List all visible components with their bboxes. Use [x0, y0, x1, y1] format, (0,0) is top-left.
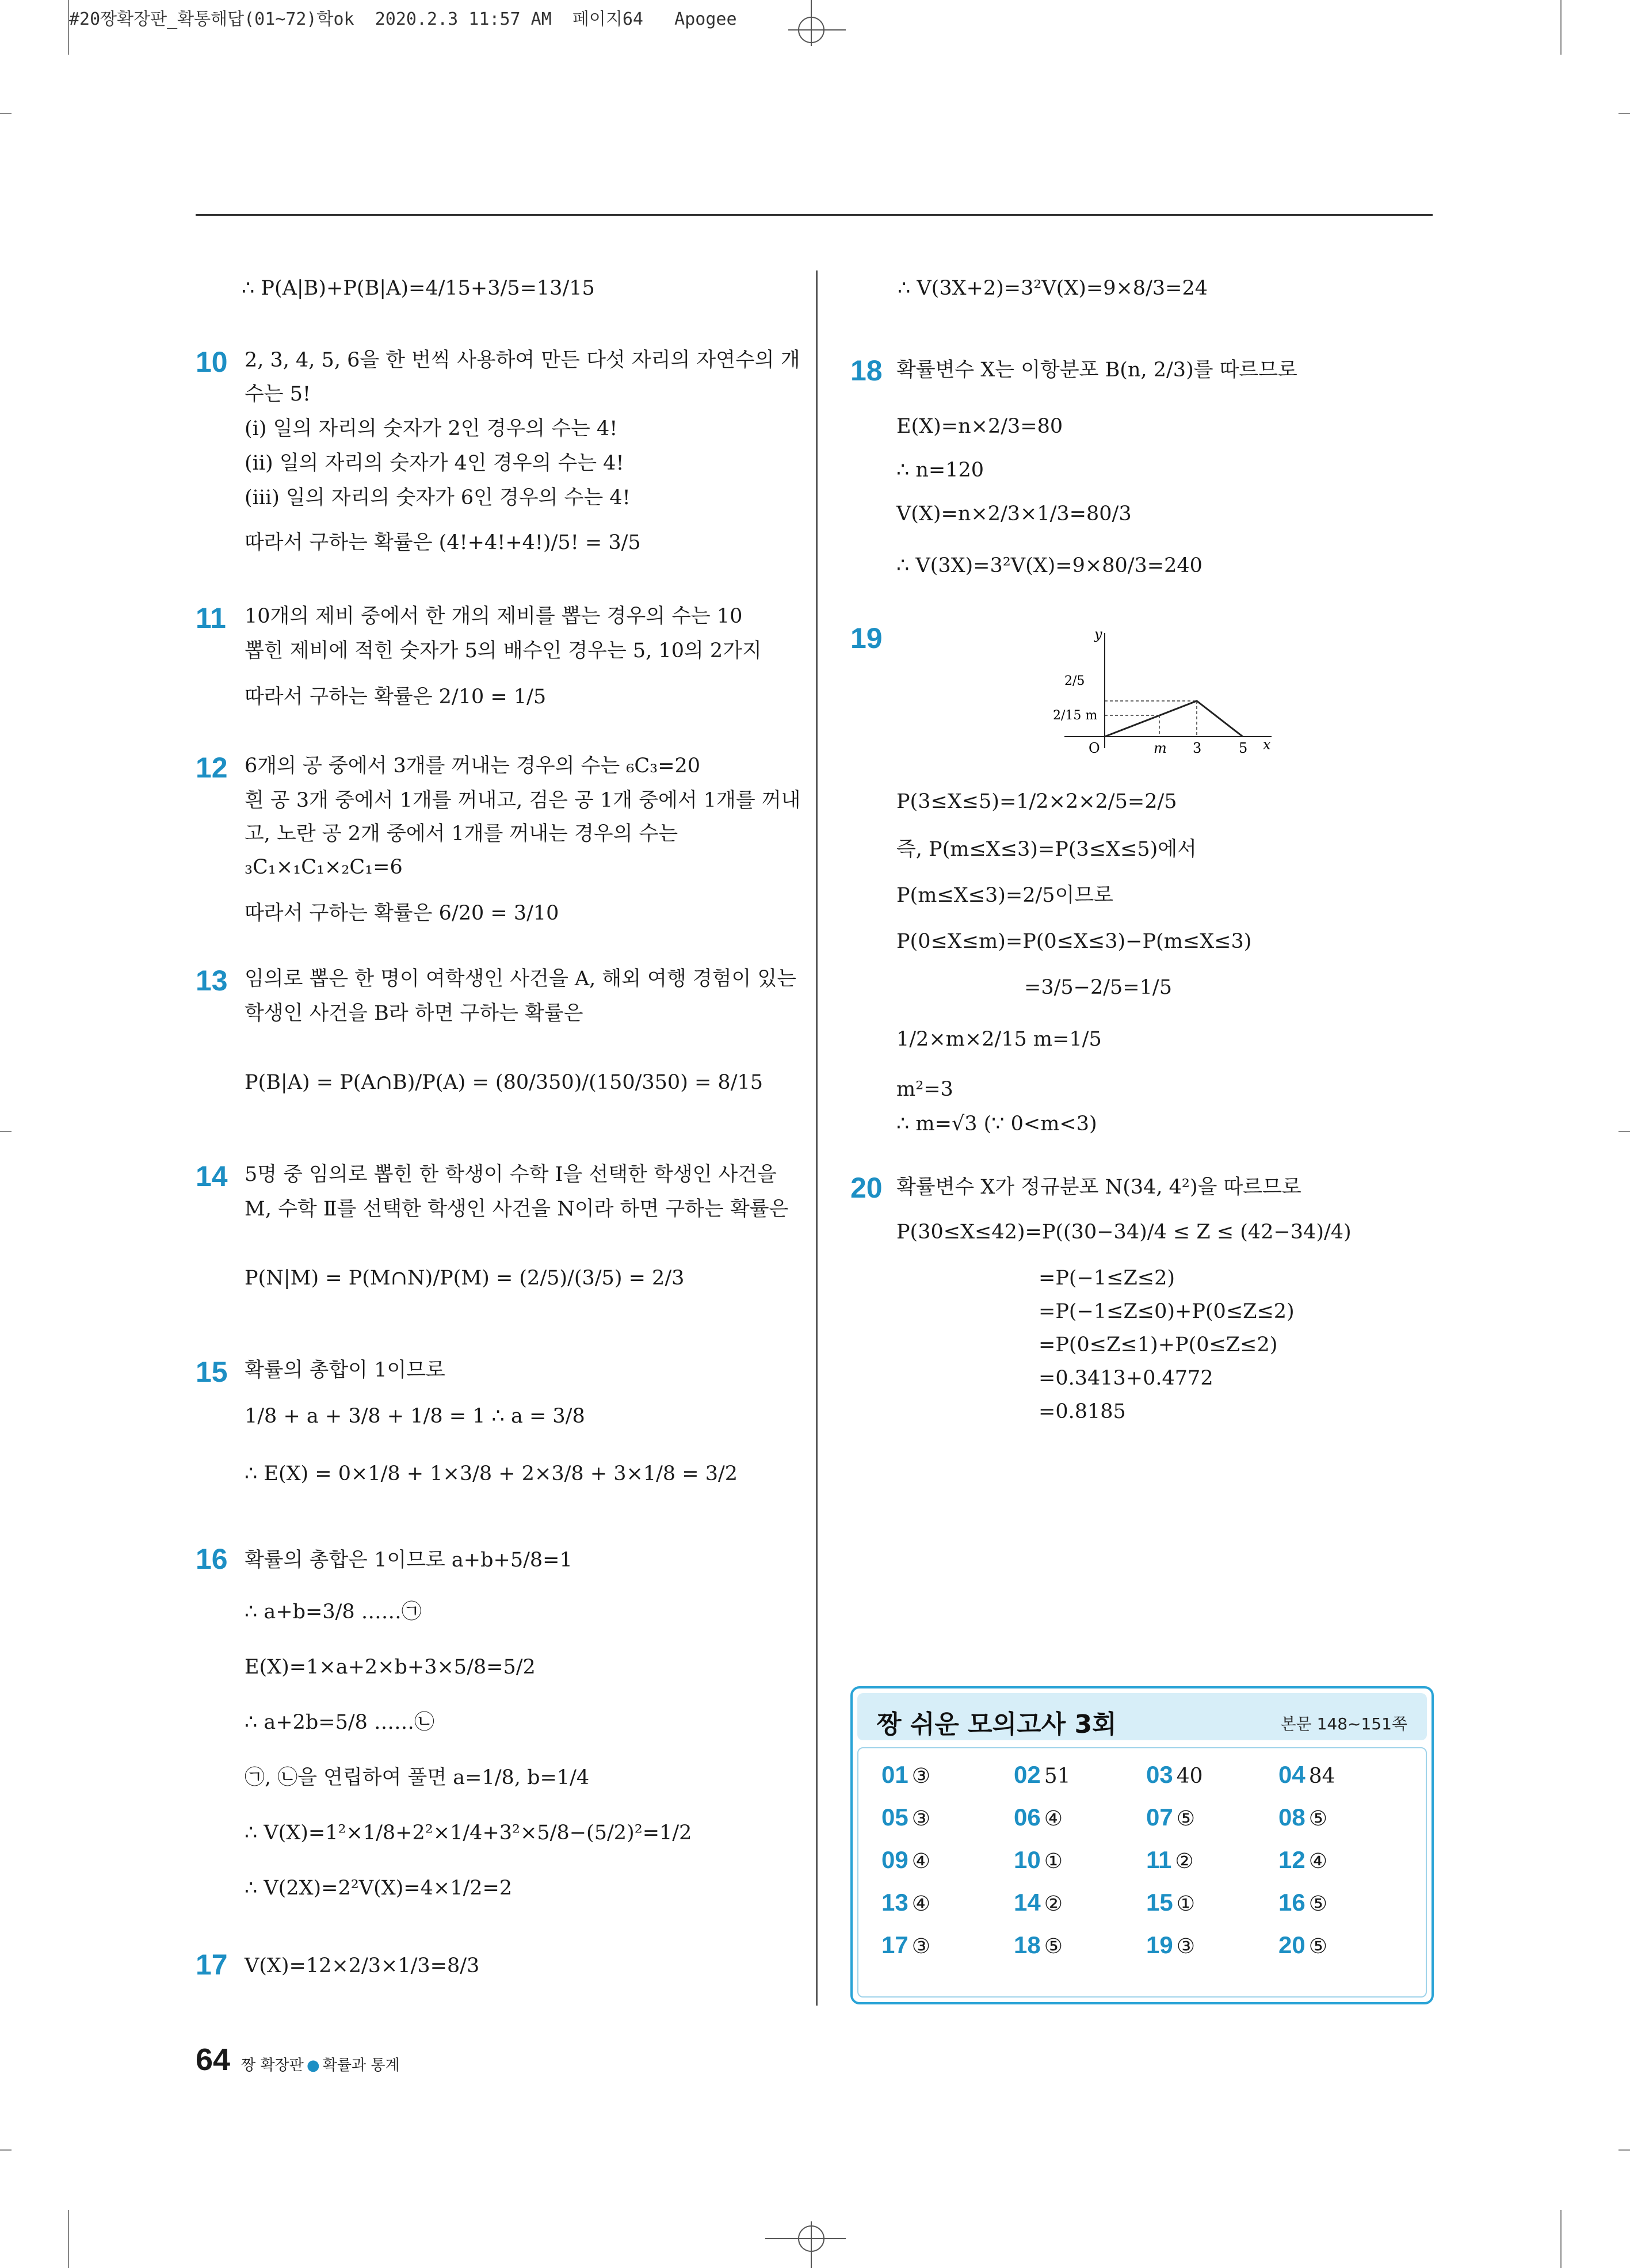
solution-line: ∴ a+b=3/8 ……㉠ [245, 1600, 422, 1623]
answer-value: ③ [1176, 1935, 1195, 1958]
solution-line: ㉠, ㉡을 연립하여 풀면 a=1/8, b=1/4 [245, 1766, 590, 1789]
solution-line: 6개의 공 중에서 3개를 꺼내는 경우의 수는 ₆C₃=20 [245, 754, 701, 777]
problem-number: 20 [850, 1172, 883, 1204]
answer-number: 14 [1014, 1889, 1041, 1916]
answer-item [1014, 1846, 1146, 1874]
solution-line: ∴ m=√3 (∵ 0<m<3) [896, 1112, 1097, 1135]
solution-line: P(m≤X≤3)=2/5이므로 [896, 884, 1113, 907]
answer-item [881, 1804, 1014, 1831]
answer-value: ① [1176, 1892, 1195, 1916]
answer-number: 20 [1278, 1931, 1305, 1958]
solution-line: 즉, P(m≤X≤3)=P(3≤X≤5)에서 [896, 838, 1197, 861]
solution-line: =P(0≤Z≤1)+P(0≤Z≤2) [1039, 1333, 1278, 1356]
problem-number: 18 [850, 355, 883, 387]
solution-line: 1/2×m×2/15 m=1/5 [896, 1028, 1102, 1051]
carry-over-line: ∴ P(A|B)+P(B|A)=4/15+3/5=13/15 [242, 277, 595, 300]
problem-number: 11 [196, 602, 226, 634]
solution-line: 따라서 구하는 확률은 2/10 = 1/5 [245, 685, 547, 708]
answer-item [1278, 1889, 1411, 1916]
answer-item [1146, 1931, 1278, 1959]
origin-label: O [1089, 740, 1100, 756]
solution-line: ∴ E(X) = 0×1/8 + 1×3/8 + 2×3/8 + 3×1/8 = 3/2 [245, 1462, 738, 1485]
solution-line: ∴ V(3X)=3²V(X)=9×80/3=240 [896, 554, 1203, 577]
crop-mark [1618, 113, 1630, 114]
solution-line: =P(−1≤Z≤2) [1039, 1267, 1175, 1290]
answer-value: ④ [911, 1850, 930, 1873]
solution-line: =0.3413+0.4772 [1039, 1367, 1213, 1390]
solution-line: (ⅱ) 일의 자리의 숫자가 4인 경우의 수는 4! [245, 452, 624, 475]
answer-number: 08 [1278, 1804, 1305, 1831]
answer-number: 03 [1146, 1761, 1173, 1788]
solution-line: 흰 공 3개 중에서 1개를 꺼내고, 검은 공 1개 중에서 1개를 꺼내 [245, 789, 801, 812]
y-mid-label: 2/15 m [1053, 708, 1098, 723]
solution-line: 확률변수 X가 정규분포 N(34, 4²)을 따르므로 [896, 1176, 1301, 1199]
triangle-distribution-graph [1030, 622, 1295, 765]
answer-key-grid [857, 1747, 1427, 1998]
answer-item [881, 1931, 1014, 1959]
answer-number: 12 [1278, 1846, 1305, 1873]
solution-line: P(30≤X≤42)=P((30−34)/4 ≤ Z ≤ (42−34)/4) [896, 1221, 1352, 1244]
solution-line: 임의로 뽑은 한 명이 여학생인 사건을 A, 해외 여행 경험이 있는 [245, 967, 797, 990]
print-header: #20짱확장판_확통해답(01~72)학ok 2020.2.3 11:57 AM 페이지64 Apogee [69, 9, 737, 29]
page-number: 64 [196, 2042, 231, 2077]
answer-number: 13 [881, 1889, 908, 1916]
crop-mark [0, 113, 12, 114]
five-tick-label: 5 [1239, 740, 1248, 756]
problem-number: 12 [196, 752, 228, 784]
answer-value: ③ [911, 1764, 930, 1788]
solution-line: ∴ n=120 [896, 459, 984, 482]
crop-mark [1618, 2149, 1630, 2151]
solution-line: 확률의 총합은 1이므로 a+b+5/8=1 [245, 1549, 572, 1572]
solution-line: =P(−1≤Z≤0)+P(0≤Z≤2) [1039, 1300, 1295, 1323]
answer-item [1014, 1761, 1146, 1789]
solution-line: =0.8185 [1039, 1400, 1126, 1423]
answer-item [881, 1889, 1014, 1916]
solution-line: 뽑힌 제비에 적힌 숫자가 5의 배수인 경우는 5, 10의 2가지 [245, 639, 762, 662]
solution-line: 10개의 제비 중에서 한 개의 제비를 뽑는 경우의 수는 10 [245, 605, 743, 628]
solution-line: P(N|M) = P(M∩N)/P(M) = (2/5)/(3/5) = 2/3 [245, 1267, 685, 1290]
answer-value: ⑤ [1044, 1935, 1063, 1958]
answer-value: 84 [1308, 1764, 1335, 1788]
answer-value: ⑤ [1308, 1935, 1327, 1958]
page-footer [196, 2042, 400, 2078]
problem-number: 16 [196, 1543, 228, 1575]
answer-number: 07 [1146, 1804, 1173, 1831]
solution-line: 따라서 구하는 확률은 6/20 = 3/10 [245, 902, 559, 925]
answer-item [1014, 1889, 1146, 1916]
problem-number: 19 [850, 622, 883, 654]
answer-number: 16 [1278, 1889, 1305, 1916]
answer-item [1278, 1846, 1411, 1874]
problem-number: 15 [196, 1356, 228, 1388]
answer-number: 01 [881, 1761, 908, 1788]
column-divider [816, 270, 818, 2006]
answer-value: ③ [911, 1935, 930, 1958]
problem-number: 14 [196, 1160, 228, 1192]
answer-value: ⑤ [1308, 1807, 1327, 1831]
solution-line: V(X)=12×2/3×1/3=8/3 [245, 1954, 480, 1977]
answer-item [1014, 1804, 1146, 1831]
answer-number: 19 [1146, 1931, 1173, 1958]
solution-line: E(X)=1×a+2×b+3×5/8=5/2 [245, 1656, 536, 1679]
answer-value: ② [1175, 1850, 1194, 1873]
subject-title: 확률과 통계 [322, 2057, 400, 2074]
carry-over-line: ∴ V(3X+2)=3²V(X)=9×8/3=24 [898, 277, 1208, 300]
answer-value: ④ [911, 1892, 930, 1916]
registration-mark-top [788, 0, 846, 46]
answer-value: ① [1044, 1850, 1063, 1873]
solution-line: ∴ V(X)=1²×1/8+2²×1/4+3²×5/8−(5/2)²=1/2 [245, 1821, 692, 1844]
three-tick-label: 3 [1193, 740, 1202, 756]
solution-line: E(X)=n×2/3=80 [896, 415, 1063, 438]
solution-line: P(B|A) = P(A∩B)/P(A) = (80/350)/(150/350) = 8/15 [245, 1071, 764, 1094]
crop-mark [1560, 2210, 1562, 2268]
x-axis-label: x [1263, 737, 1271, 753]
bullet-icon: ● [307, 2057, 320, 2074]
crop-mark [0, 2149, 12, 2151]
answer-number: 04 [1278, 1761, 1305, 1788]
problem-number: 13 [196, 965, 228, 997]
answer-value: ④ [1308, 1850, 1327, 1873]
solution-line: 고, 노란 공 2개 중에서 1개를 꺼내는 경우의 수는 [245, 822, 678, 845]
m-tick-label: m [1154, 740, 1167, 756]
solution-line: 2, 3, 4, 5, 6을 한 번씩 사용하여 만든 다섯 자리의 자연수의 개 [245, 349, 800, 372]
answer-item [1278, 1804, 1411, 1831]
answer-number: 06 [1014, 1804, 1041, 1831]
answer-value: 51 [1044, 1764, 1071, 1788]
answer-number: 10 [1014, 1846, 1041, 1873]
answer-number: 09 [881, 1846, 908, 1873]
answer-item [1014, 1931, 1146, 1959]
solution-line: (ⅲ) 일의 자리의 숫자가 6인 경우의 수는 4! [245, 486, 631, 509]
answer-number: 18 [1014, 1931, 1041, 1958]
book-title: 짱 확장판 [241, 2057, 304, 2074]
solution-line: 따라서 구하는 확률은 (4!+4!+4!)/5! = 3/5 [245, 531, 641, 554]
answer-key-title: 짱 쉬운 모의고사 3회 [877, 1710, 1117, 1739]
answer-value: ③ [911, 1807, 930, 1831]
solution-line: 수는 5! [245, 383, 311, 406]
answer-value: 40 [1176, 1764, 1203, 1788]
answer-value: ④ [1044, 1807, 1063, 1831]
solution-line: ∴ a+2b=5/8 ……㉡ [245, 1711, 435, 1734]
answer-item [881, 1761, 1014, 1789]
solution-line: (ⅰ) 일의 자리의 숫자가 2인 경우의 수는 4! [245, 417, 618, 440]
answer-key-header [857, 1693, 1427, 1740]
solution-line: V(X)=n×2/3×1/3=80/3 [896, 502, 1132, 525]
answer-item [1278, 1931, 1411, 1959]
answer-number: 02 [1014, 1761, 1041, 1788]
solution-line: ₃C₁×₁C₁×₂C₁=6 [245, 856, 403, 879]
crop-mark [68, 2210, 69, 2268]
solution-line: 학생인 사건을 B라 하면 구하는 확률은 [245, 1002, 583, 1025]
answer-item [1278, 1761, 1411, 1789]
y-top-label: 2/5 [1064, 674, 1085, 688]
solution-line: P(3≤X≤5)=1/2×2×2/5=2/5 [896, 790, 1177, 813]
answer-number: 11 [1146, 1846, 1172, 1873]
registration-mark-bottom [765, 2221, 846, 2268]
answer-item [881, 1846, 1014, 1874]
problem-number: 10 [196, 346, 228, 378]
solution-line: 5명 중 임의로 뽑힌 한 학생이 수학 Ⅰ을 선택한 학생인 사건을 [245, 1163, 777, 1186]
answer-value: ⑤ [1308, 1892, 1327, 1916]
answer-item [1146, 1846, 1278, 1874]
crop-mark [0, 1131, 12, 1132]
solution-line: 확률변수 X는 이항분포 B(n, 2/3)를 따르므로 [896, 359, 1297, 382]
crop-mark [1618, 1131, 1630, 1132]
density-line [1105, 701, 1243, 737]
answer-key-page-range: 본문 148~151쪽 [1280, 1714, 1407, 1733]
answer-number: 15 [1146, 1889, 1173, 1916]
solution-line: =3/5−2/5=1/5 [1024, 976, 1172, 999]
solution-line: 확률의 총합이 1이므로 [245, 1359, 445, 1382]
answer-value: ② [1044, 1892, 1063, 1916]
solution-line: m²=3 [896, 1078, 953, 1101]
problem-number: 17 [196, 1949, 228, 1981]
answer-key-box [850, 1686, 1434, 2004]
answer-item [1146, 1804, 1278, 1831]
answer-value: ⑤ [1176, 1807, 1195, 1831]
answer-number: 17 [881, 1931, 908, 1958]
crop-mark [1560, 0, 1562, 55]
solution-line: P(0≤X≤m)=P(0≤X≤3)−P(m≤X≤3) [896, 930, 1252, 953]
solution-line: M, 수학 Ⅱ를 선택한 학생인 사건을 N이라 하면 구하는 확률은 [245, 1198, 789, 1221]
answer-item [1146, 1889, 1278, 1916]
answer-number: 05 [881, 1804, 908, 1831]
solution-line: 1/8 + a + 3/8 + 1/8 = 1 ∴ a = 3/8 [245, 1405, 585, 1428]
solution-line: ∴ V(2X)=2²V(X)=4×1/2=2 [245, 1877, 513, 1900]
y-axis-label: y [1094, 626, 1102, 642]
answer-item [1146, 1761, 1278, 1789]
top-rule [196, 214, 1433, 216]
